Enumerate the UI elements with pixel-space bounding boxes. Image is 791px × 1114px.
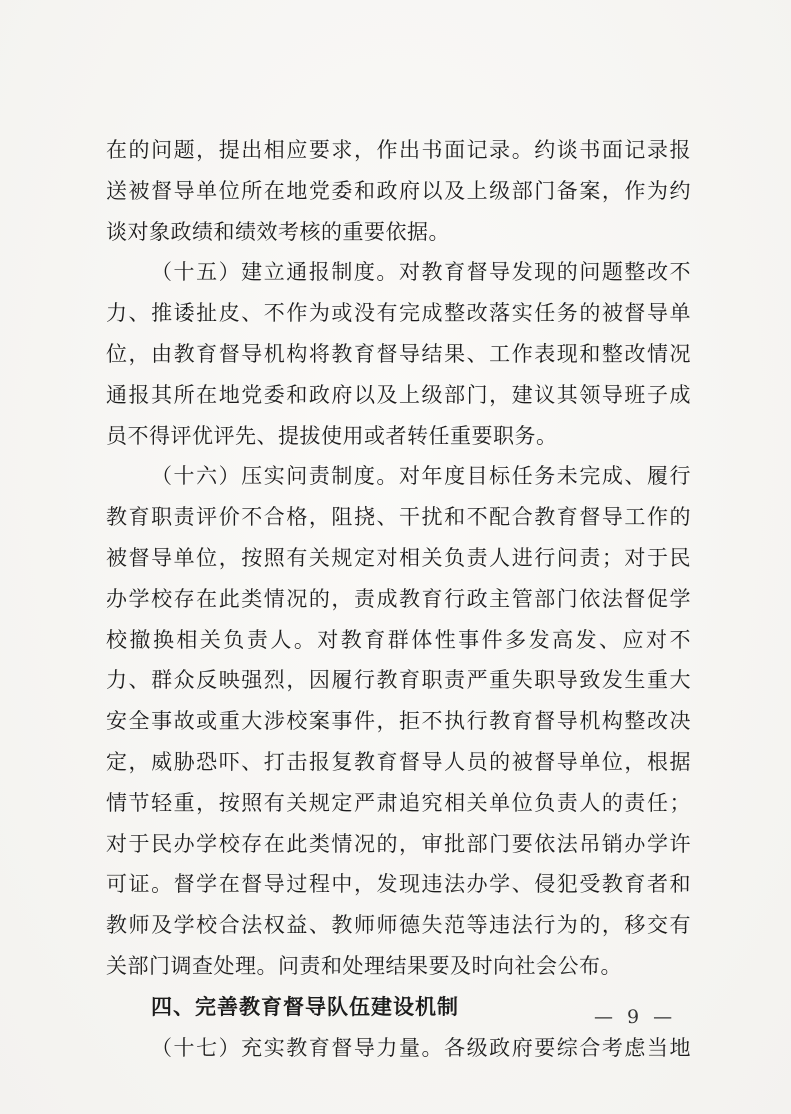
page-number: — 9 — xyxy=(594,1006,677,1028)
text-line: 情节轻重，按照有关规定严肃追究相关单位负责人的责任； xyxy=(106,790,691,815)
text-line: 关部门调查处理。问责和处理结果要及时向社会公布。 xyxy=(106,953,622,978)
text-line: 校撤换相关负责人。对教育群体性事件多发高发、应对不 xyxy=(106,627,691,652)
paragraph-17-start: （十七）充实教育督导力量。各级政府要综合考虑当地 xyxy=(151,1035,691,1060)
text-line: 对于民办学校存在此类情况的，审批部门要依法吊销办学许 xyxy=(106,831,691,856)
text-line: 可证。督学在督导过程中，发现违法办学、侵犯受教育者和 xyxy=(106,872,691,897)
paragraph-16-start: （十六）压实问责制度。对年度目标任务未完成、履行 xyxy=(151,464,691,489)
text-line: 力、群众反映强烈，因履行教育职责严重失职导致发生重大 xyxy=(106,668,691,693)
text-line: 位，由教育督导机构将教育督导结果、工作表现和整改情况 xyxy=(106,341,691,366)
text-line: 办学校存在此类情况的，责成教育行政主管部门依法督促学 xyxy=(106,586,691,611)
text-line: 谈对象政绩和绩效考核的重要依据。 xyxy=(106,219,450,244)
text-line: 通报其所在地党委和政府以及上级部门，建议其领导班子成 xyxy=(106,382,691,407)
paragraph-15-start: （十五）建立通报制度。对教育督导发现的问题整改不 xyxy=(151,260,691,285)
text-line: 送被督导单位所在地党委和政府以及上级部门备案，作为约 xyxy=(106,178,691,203)
section-heading: 四、完善教育督导队伍建设机制 xyxy=(151,994,459,1019)
body-text xyxy=(106,130,691,1068)
text-line: 力、推诿扯皮、不作为或没有完成整改落实任务的被督导单 xyxy=(106,301,691,326)
text-line: 员不得评优评先、提拔使用或者转任重要职务。 xyxy=(106,423,558,448)
text-line: 在的问题，提出相应要求，作出书面记录。约谈书面记录报 xyxy=(106,138,691,162)
text-line: 教育职责评价不合格，阻挠、干扰和不配合教育督导工作的 xyxy=(106,505,691,530)
text-line: 教师及学校合法权益、教师师德失范等违法行为的，移交有 xyxy=(106,913,691,938)
text-line: 定，威胁恐吓、打击报复教育督导人员的被督导单位，根据 xyxy=(106,749,691,774)
text-line: 安全事故或重大涉校案事件，拒不执行教育督导机构整改决 xyxy=(106,709,691,734)
text-line: 被督导单位，按照有关规定对相关负责人进行问责；对于民 xyxy=(106,545,691,570)
